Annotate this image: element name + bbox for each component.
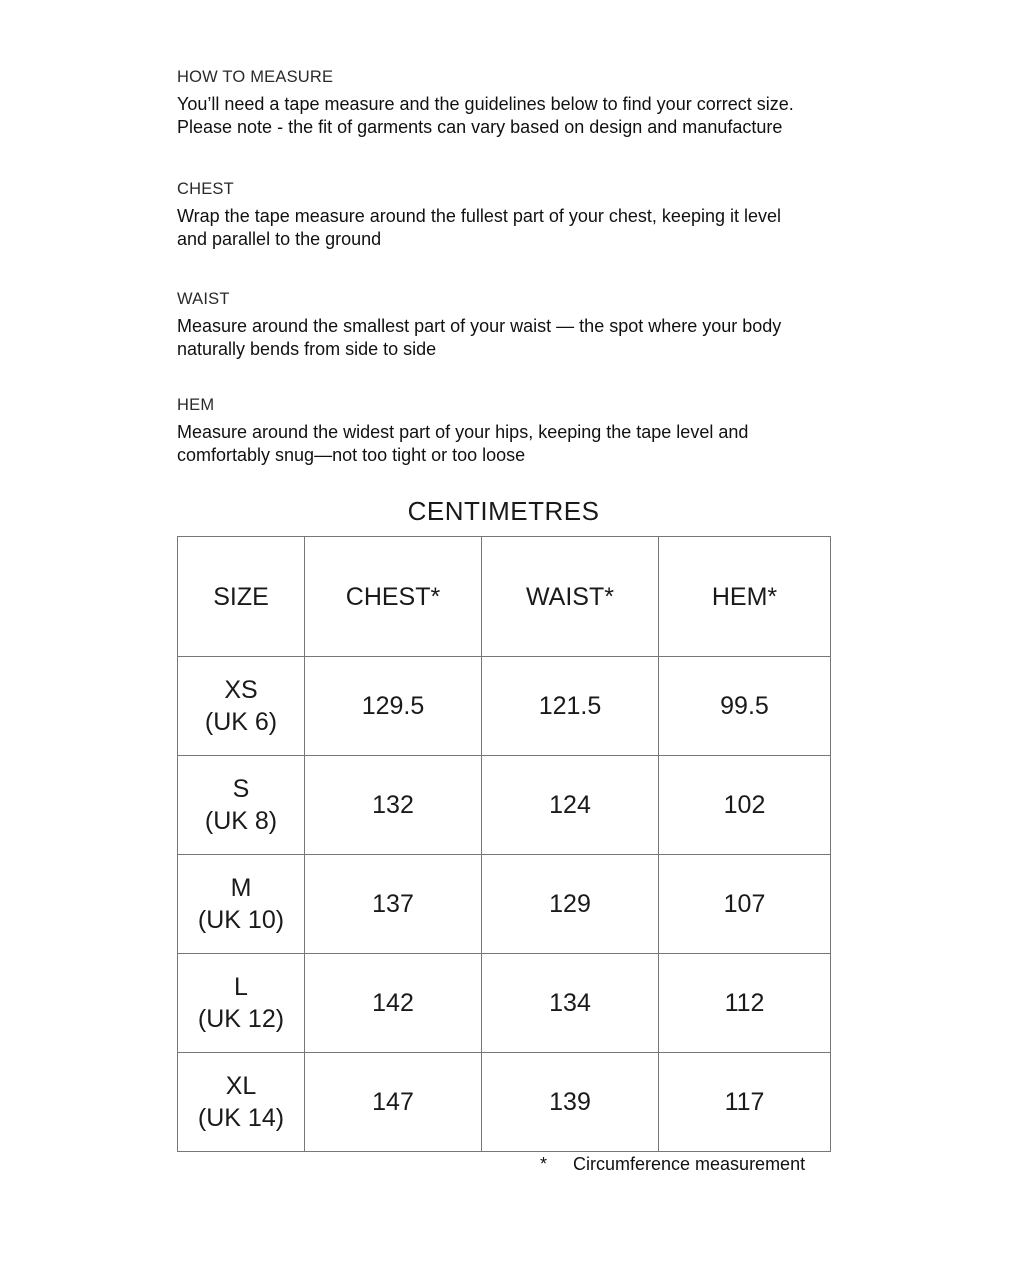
waist-cell: 139 — [482, 1053, 659, 1152]
how-to-measure-section — [177, 67, 877, 139]
waist-title: WAIST — [177, 290, 230, 308]
table-title: CENTIMETRES — [407, 496, 600, 526]
chest-section — [177, 179, 877, 251]
size-label: XS — [224, 676, 258, 704]
size-label: XL — [225, 1072, 257, 1100]
table-row — [178, 855, 831, 954]
table-header-row — [178, 537, 831, 657]
uk-size-label: (UK 6) — [204, 708, 278, 736]
hem-section — [177, 395, 877, 467]
table-row — [178, 954, 831, 1053]
how-to-measure-line: Please note - the fit of garments can vary based on design and manufacture — [177, 117, 783, 137]
waist-text — [177, 315, 877, 361]
size-cell — [178, 954, 305, 1053]
waist-cell: 124 — [482, 756, 659, 855]
footnote — [540, 1154, 840, 1175]
how-to-measure-text — [177, 93, 877, 139]
chest-cell: 137 — [305, 855, 482, 954]
waist-section — [177, 289, 877, 361]
chest-line: Wrap the tape measure around the fullest part of your chest, keeping it level — [177, 206, 782, 226]
waist-column-header: WAIST* — [482, 537, 659, 657]
hem-text — [177, 421, 877, 467]
hem-cell: 112 — [659, 954, 831, 1053]
hem-cell: 102 — [659, 756, 831, 855]
uk-size-label: (UK 14) — [197, 1104, 285, 1132]
uk-size-label: (UK 10) — [197, 906, 285, 934]
chest-cell: 129.5 — [305, 657, 482, 756]
chest-cell: 147 — [305, 1053, 482, 1152]
chest-title: CHEST — [177, 180, 234, 198]
hem-cell: 117 — [659, 1053, 831, 1152]
hem-line: comfortably snug—not too tight or too loose — [177, 445, 526, 465]
size-cell — [178, 756, 305, 855]
size-cell — [178, 657, 305, 756]
waist-line: naturally bends from side to side — [177, 339, 437, 359]
waist-cell: 129 — [482, 855, 659, 954]
footnote-text: Circumference measurement — [573, 1154, 806, 1174]
size-label: L — [234, 973, 248, 1001]
chest-text — [177, 205, 877, 251]
size-cell — [178, 855, 305, 954]
size-label: M — [230, 874, 252, 902]
chest-cell: 142 — [305, 954, 482, 1053]
size-chart-table — [177, 536, 831, 1152]
chest-cell: 132 — [305, 756, 482, 855]
table-row — [178, 756, 831, 855]
waist-cell: 134 — [482, 954, 659, 1053]
size-column-header: SIZE — [178, 537, 305, 657]
how-to-measure-title: HOW TO MEASURE — [177, 68, 334, 86]
hem-line: Measure around the widest part of your hips, keeping the tape level and — [177, 422, 749, 442]
table-row — [178, 1053, 831, 1152]
table-row — [178, 657, 831, 756]
hem-cell: 99.5 — [659, 657, 831, 756]
how-to-measure-line: You’ll need a tape measure and the guidelines below to find your correct size. — [177, 94, 794, 114]
uk-size-label: (UK 12) — [197, 1005, 285, 1033]
waist-cell: 121.5 — [482, 657, 659, 756]
size-label: S — [232, 775, 250, 803]
hem-column-header: HEM* — [659, 537, 831, 657]
size-cell — [178, 1053, 305, 1152]
hem-cell: 107 — [659, 855, 831, 954]
hem-title: HEM — [177, 396, 215, 414]
chest-line: and parallel to the ground — [177, 229, 382, 249]
waist-line: Measure around the smallest part of your waist — the spot where your body — [177, 316, 782, 336]
chest-column-header: CHEST* — [305, 537, 482, 657]
uk-size-label: (UK 8) — [204, 807, 278, 835]
footnote-asterisk: * — [540, 1154, 548, 1174]
